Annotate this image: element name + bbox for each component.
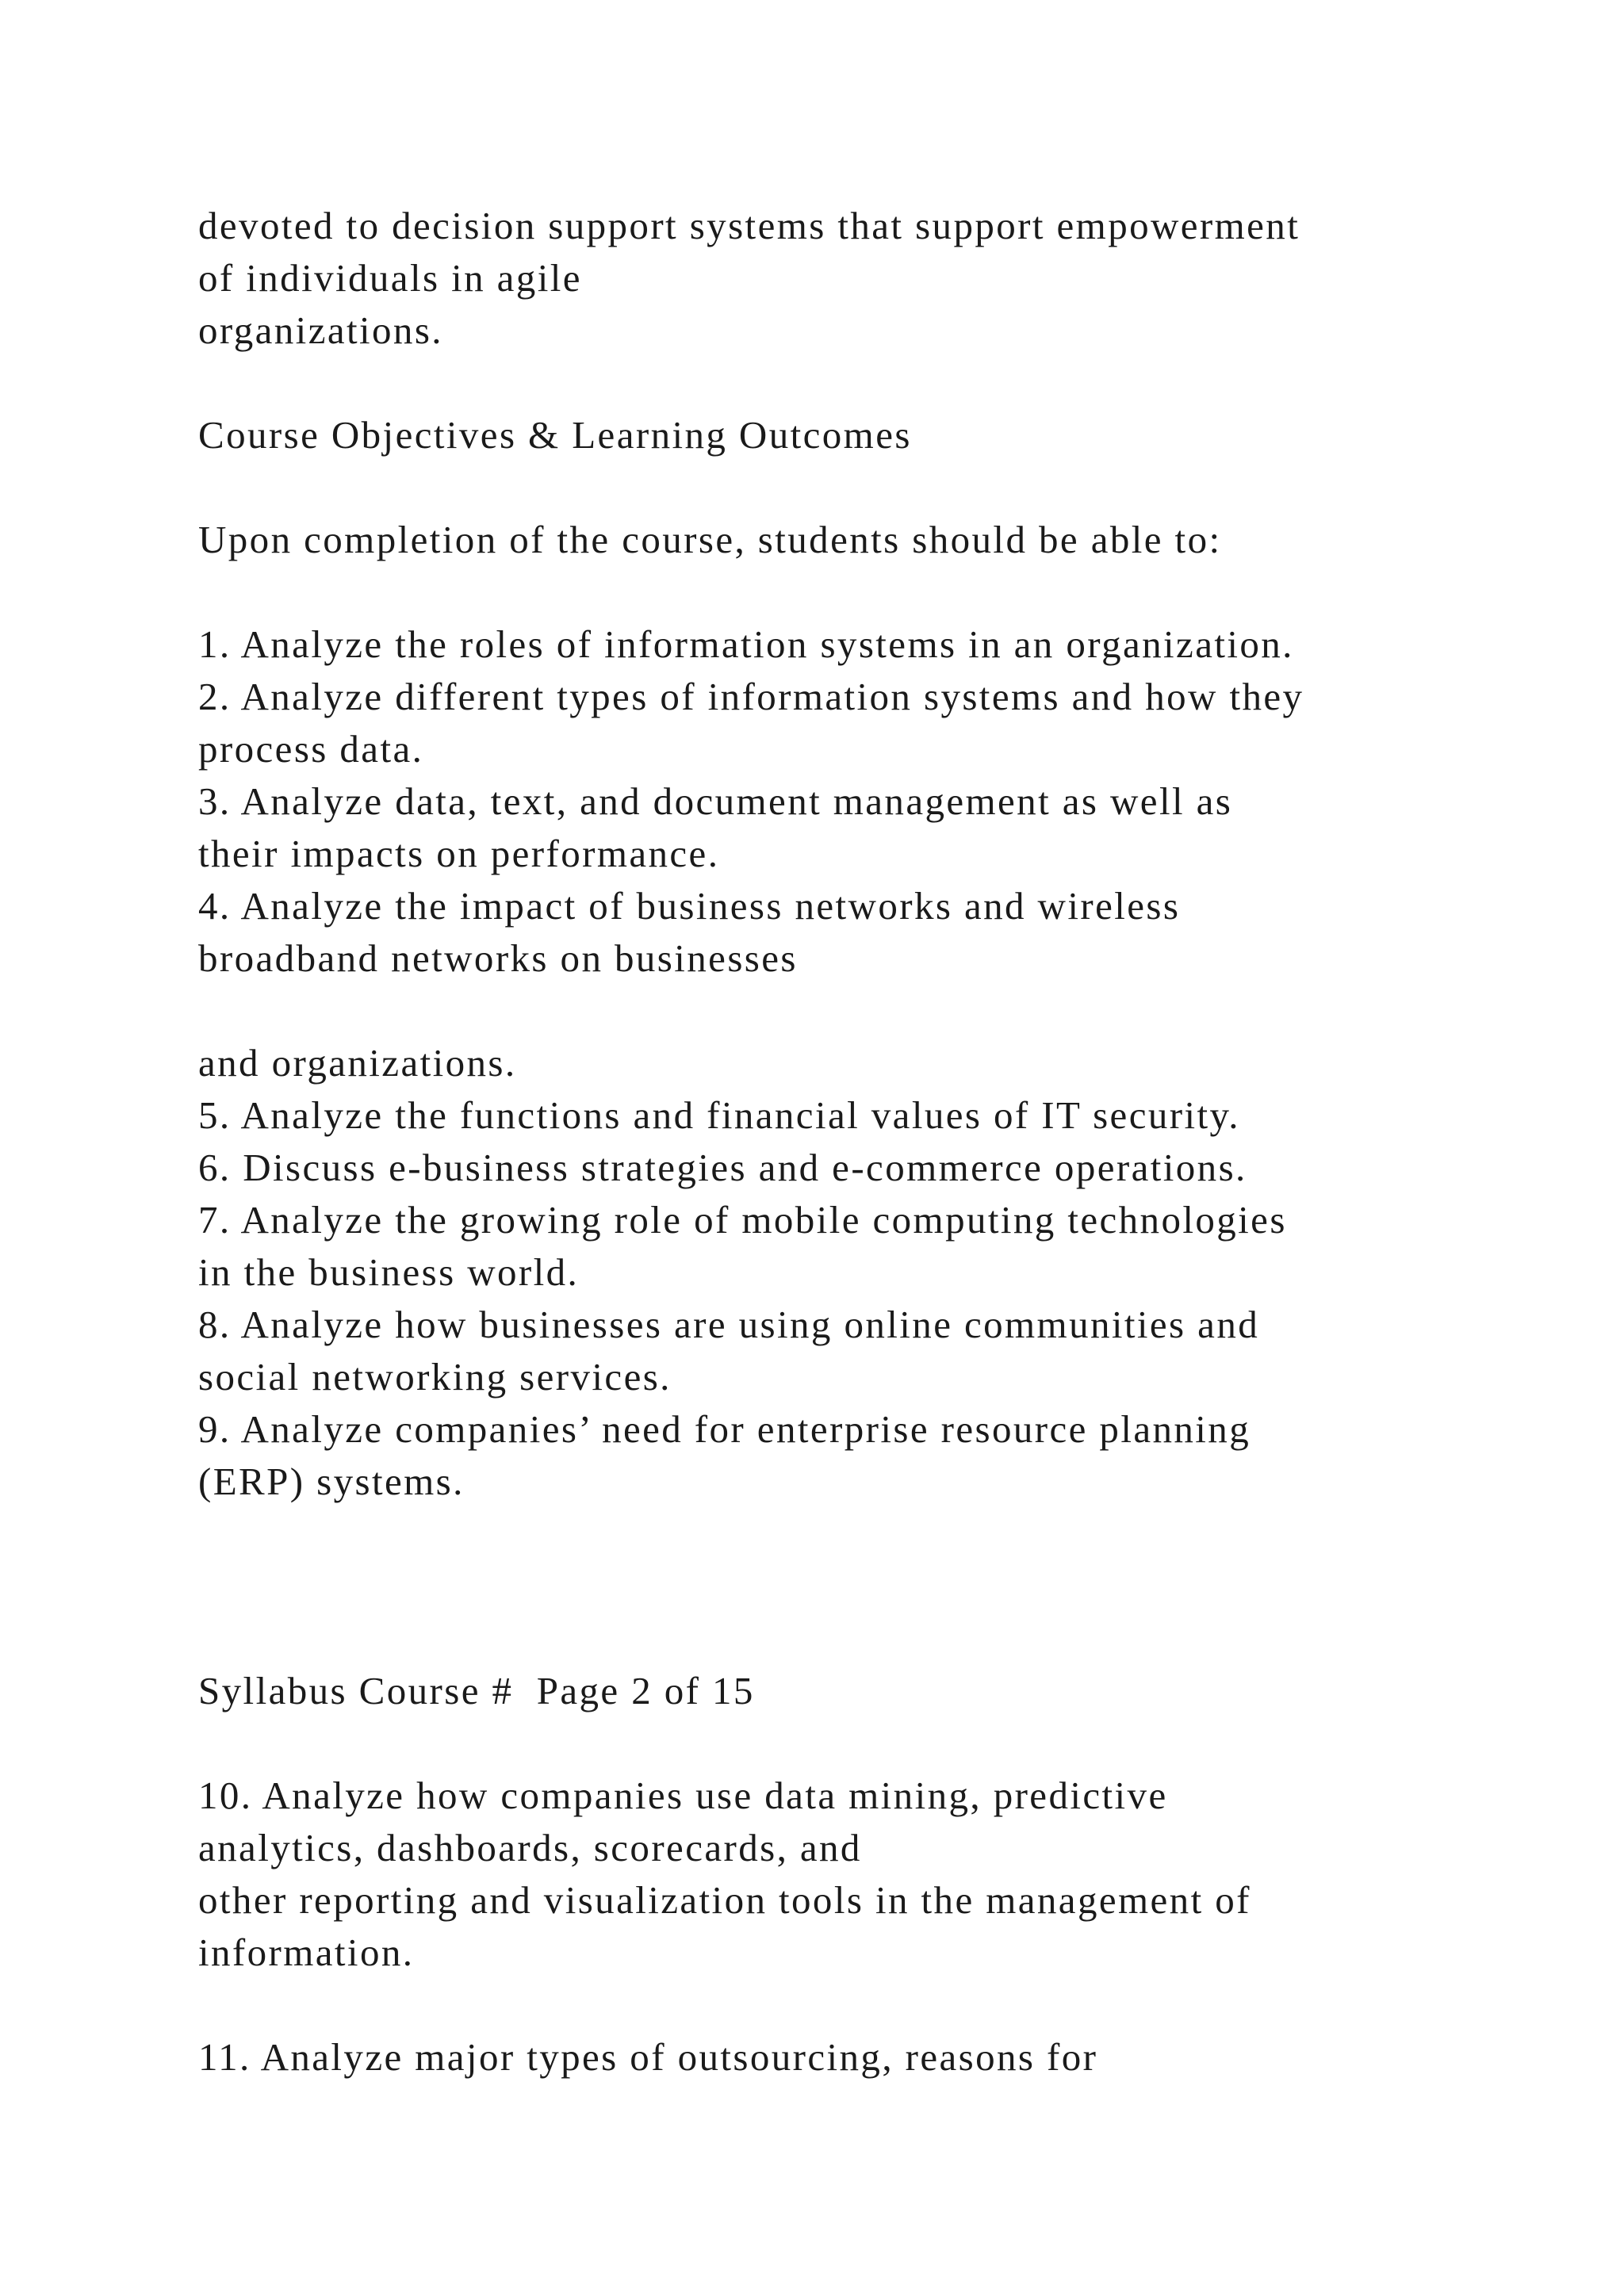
outcome-line: 7. Analyze the growing role of mobile computing technologies [198,1198,1287,1242]
outcome-line: information. [198,1931,415,1974]
outcome-line: their impacts on performance. [198,832,720,875]
intro-sentence: Upon completion of the course, students should be able to: [198,518,1222,561]
outcome-line: 4. Analyze the impact of business networks and wireless [198,884,1181,928]
outcome-line: 6. Discuss e-business strategies and e-commerce operations. [198,1146,1247,1189]
outcome-line: process data. [198,727,424,771]
outcome-line: 2. Analyze different types of information systems and how they [198,675,1304,718]
outcome-line: 3. Analyze data, text, and document management as well as [198,779,1233,823]
outcome-line: in the business world. [198,1250,580,1294]
outcome-line: 9. Analyze companies’ need for enterprise resource planning [198,1407,1251,1451]
intro-line: devoted to decision support systems that support empowerment [198,204,1300,247]
outcome-line: other reporting and visualization tools in the management of [198,1878,1251,1922]
outcome-line: social networking services. [198,1355,672,1399]
outcome-line: 5. Analyze the functions and financial values of IT security. [198,1093,1240,1137]
outcome-line: 11. Analyze major types of outsourcing, reasons for [198,2035,1098,2079]
intro-line: organizations. [198,308,443,352]
page-footer: Syllabus Course # Page 2 of 15 [198,1669,755,1712]
outcome-line: and organizations. [198,1041,517,1085]
outcome-line: 1. Analyze the roles of information systems in an organization. [198,622,1294,666]
section-heading: Course Objectives & Learning Outcomes [198,413,912,457]
outcome-line: analytics, dashboards, scorecards, and [198,1826,862,1869]
outcome-line: 8. Analyze how businesses are using online communities and [198,1303,1260,1346]
outcome-line: (ERP) systems. [198,1460,465,1503]
outcome-line: broadband networks on businesses [198,936,798,980]
outcome-line: 10. Analyze how companies use data mining, predictive [198,1774,1168,1817]
intro-line: of individuals in agile [198,256,582,300]
